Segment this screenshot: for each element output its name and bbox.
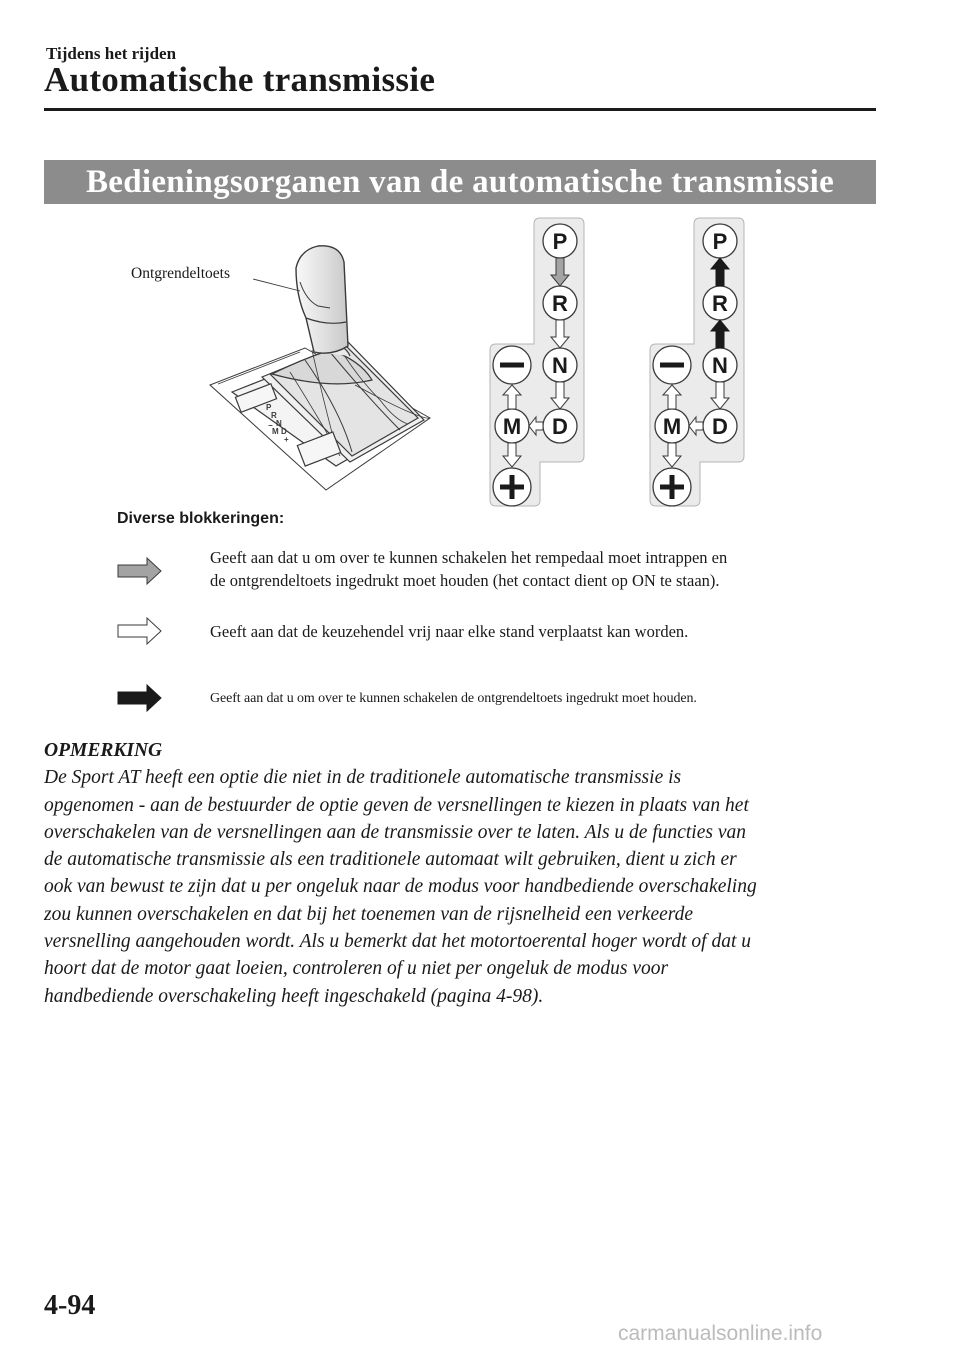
legend-item-gray-line2: de ontgrendeltoets ingedrukt moet houden (het contact dient op ON te staan). bbox=[210, 571, 720, 590]
shift-lever-illustration bbox=[0, 210, 960, 510]
note-line: opgenomen - aan de bestuurder de optie geven de versnellingen te kiezen in plaats van het bbox=[44, 794, 749, 816]
console-label-r: R bbox=[271, 411, 277, 420]
section-banner bbox=[44, 160, 876, 204]
pattern-letter-m: M bbox=[502, 414, 522, 439]
title-divider bbox=[44, 108, 876, 111]
pattern-letter-n: N bbox=[712, 353, 728, 378]
legend-item-outline: Geeft aan dat de keuzehendel vrij naar elke stand verplaatst kan worden. bbox=[210, 622, 689, 641]
note-line: ook van bewust te zijn dat u per ongeluk naar de modus voor handbediende overschakeling bbox=[44, 876, 757, 898]
note-line: handbediende overschakeling heeft ingeschakeld (pagina 4-98). bbox=[44, 985, 544, 1007]
pattern-plus-circle bbox=[653, 468, 691, 506]
callout-leader-line bbox=[253, 279, 300, 291]
console-label-m: M bbox=[272, 427, 279, 436]
pattern-letter-r: R bbox=[552, 291, 568, 316]
shift-pattern-gray bbox=[490, 218, 584, 506]
console-label-plus: + bbox=[284, 435, 289, 444]
pattern-minus-circle bbox=[493, 346, 531, 384]
pattern-letter-p: P bbox=[712, 229, 728, 254]
pattern-minus-circle bbox=[653, 346, 691, 384]
gray-filled-arrow-icon bbox=[117, 556, 163, 586]
outline-arrow-icon bbox=[117, 616, 163, 646]
legend-item-gray bbox=[210, 546, 727, 592]
legend-title: Diverse blokkeringen: bbox=[117, 510, 285, 527]
legend-item-black: Geeft aan dat u om over te kunnen schakelen de ontgrendeltoets ingedrukt moet houden. bbox=[210, 691, 697, 706]
legend-item-gray-line1: Geeft aan dat u om over te kunnen schakelen het rempedaal moet intrappen en bbox=[210, 548, 728, 567]
note-line: hoort dat de motor gaat loeien, controleren of u niet per ongeluk de modus voor bbox=[44, 958, 669, 980]
pattern-letter-m: M bbox=[662, 414, 682, 439]
note-line: de automatische transmissie als een traditionele automaat wilt gebruiken, dient u zich er bbox=[44, 849, 737, 871]
shift-console-drawing bbox=[210, 246, 430, 490]
note-block bbox=[44, 737, 884, 1010]
shift-pattern-black bbox=[650, 218, 744, 506]
section-label: Tijdens het rijden bbox=[46, 44, 177, 63]
console-label-minus: − bbox=[268, 421, 273, 430]
watermark-link[interactable]: carmanualsonline.info bbox=[618, 1322, 823, 1345]
pattern-letter-d: D bbox=[712, 414, 728, 439]
console-label-d: D bbox=[281, 427, 287, 436]
note-heading: OPMERKING bbox=[44, 740, 163, 761]
page-number: 4-94 bbox=[44, 1290, 96, 1321]
note-line: versnelling aangehouden wordt. Als u bemerkt dat het motortoerental hoger wordt of dat u bbox=[44, 931, 751, 953]
pattern-plus-circle bbox=[493, 468, 531, 506]
pattern-letter-n: N bbox=[552, 353, 568, 378]
console-label-n: N bbox=[276, 419, 282, 428]
pattern-letter-r: R bbox=[712, 291, 728, 316]
console-label-p: P bbox=[266, 403, 272, 412]
chapter-title: Automatische transmissie bbox=[44, 60, 436, 99]
black-filled-arrow-icon bbox=[117, 683, 163, 713]
note-line: zou kunnen overschakelen en dat bij het toenemen van de rijsnelheid een verkeerde bbox=[44, 903, 694, 925]
pattern-letter-d: D bbox=[552, 414, 568, 439]
note-line: overschakelen van de versnellingen aan de transmissie over te laten. Als u de functies van bbox=[44, 821, 746, 843]
pattern-letter-p: P bbox=[552, 229, 568, 254]
release-button-callout: Ontgrendeltoets bbox=[131, 265, 231, 282]
section-title: Bedieningsorganen van de automatische transmissie bbox=[85, 163, 835, 200]
note-line: De Sport AT heeft een optie die niet in de traditionele automatische transmissie is bbox=[44, 767, 682, 789]
